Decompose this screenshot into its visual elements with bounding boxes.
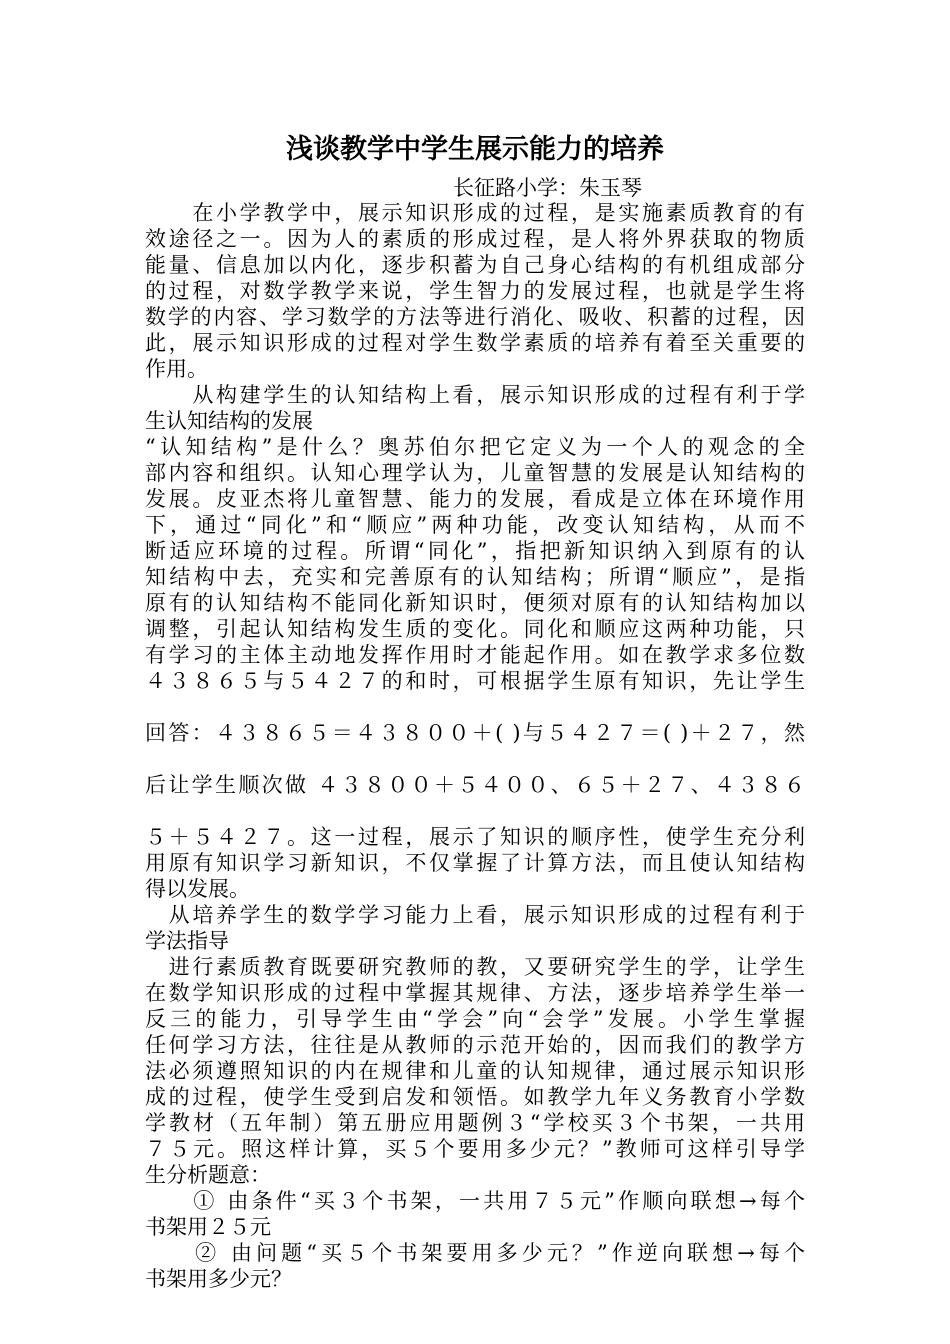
text-line: 的过程，对数学教学来说，学生智力的发展过程，也就是学生将	[145, 279, 805, 303]
text-line: 生分析题意：	[145, 1163, 271, 1187]
text-line: 学教材（五年制）第五册应用题例３“学校买３个书架，一共用	[145, 1111, 805, 1135]
text-line: 任何学习方法，往往是从教师的示范开始的，因而我们的教学方	[145, 1033, 805, 1057]
text-line: 发展。皮亚杰将儿童智慧、能力的发展，看成是立体在环境作用	[145, 487, 805, 511]
text-line: 后让学生顺次做 ４３８００＋５４００、６５＋２７、４３８６	[145, 773, 805, 797]
text-line: ４３８６５与５４２７的和时，可根据学生原有知识，先让学生	[145, 669, 805, 693]
text-line: 数学的内容、学习数学的方法等进行消化、吸收、积蓄的过程，因	[145, 305, 805, 329]
text-line: 从构建学生的认知结构上看，展示知识形成的过程有利于学	[145, 383, 805, 407]
text-line: 进行素质教育既要研究教师的教，又要研究学生的学，让学生	[145, 955, 805, 979]
text-line: 部内容和组织。认知心理学认为，儿童智慧的发展是认知结构的	[145, 461, 805, 485]
text-line: 效途径之一。因为人的素质的形成过程，是人将外界获取的物质	[145, 227, 805, 251]
text-line: 学法指导	[145, 929, 229, 953]
text-line: 知结构中去，充实和完善原有的认知结构；所谓“顺应”，是指	[145, 565, 805, 589]
text-line: 书架用２５元	[145, 1215, 271, 1239]
text-line: 生认知结构的发展	[145, 409, 313, 433]
text-line: ５＋５４２７。这一过程，展示了知识的顺序性，使学生充分利	[145, 825, 805, 849]
text-line: 有学习的主体主动地发挥作用时才能起作用。如在教学求多位数	[145, 643, 805, 667]
text-line: 断适应环境的过程。所谓“同化”，指把新知识纳入到原有的认	[145, 539, 805, 563]
text-line: 此，展示知识形成的过程对学生数学素质的培养有着至关重要的	[145, 331, 805, 355]
document-author: 长征路小学：朱玉琴	[453, 176, 642, 200]
text-line: 在数学知识形成的过程中掌握其规律、方法，逐步培养学生举一	[145, 981, 805, 1005]
text-line: 调整，引起认知结构发生质的变化。同化和顺应这两种功能，只	[145, 617, 805, 641]
text-line: ① 由条件“买３个书架，一共用７５元”作顺向联想→每个	[145, 1189, 805, 1213]
text-line: ７５元。照这样计算，买５个要用多少元？”教师可这样引导学	[145, 1137, 805, 1161]
text-line: 在小学教学中，展示知识形成的过程，是实施素质教育的有	[145, 201, 805, 225]
text-line: 原有的认知结构不能同化新知识时，便须对原有的认知结构加以	[145, 591, 805, 615]
text-line: 成的过程，使学生受到启发和领悟。如教学九年义务教育小学数	[145, 1085, 805, 1109]
text-line: 书架用多少元？	[145, 1267, 292, 1291]
text-line: 回答：４３８６５＝４３８００＋( )与５４２７＝( )＋２７，然	[145, 721, 805, 745]
text-line: ② 由问题“买５个书架要用多少元？”作逆向联想→每个	[145, 1241, 805, 1265]
text-line: 作用。	[145, 357, 208, 381]
text-line: 能量、信息加以内化，逐步积蓄为自己身心结构的有机组成部分	[145, 253, 805, 277]
text-line: “认知结构”是什么？奥苏伯尔把它定义为一个人的观念的全	[145, 435, 805, 459]
text-line: 法必须遵照知识的内在规律和儿童的认知规律，通过展示知识形	[145, 1059, 805, 1083]
text-line: 用原有知识学习新知识，不仅掌握了计算方法，而且使认知结构	[145, 851, 805, 875]
document-title: 浅谈教学中学生展示能力的培养	[286, 134, 664, 165]
text-line: 得以发展。	[145, 877, 250, 901]
text-line: 反三的能力，引导学生由“学会”向“会学”发展。小学生掌握	[145, 1007, 805, 1031]
text-line: 从培养学生的数学学习能力上看，展示知识形成的过程有利于	[145, 903, 805, 927]
text-line: 下，通过“同化”和“顺应”两种功能，改变认知结构，从而不	[145, 513, 805, 537]
